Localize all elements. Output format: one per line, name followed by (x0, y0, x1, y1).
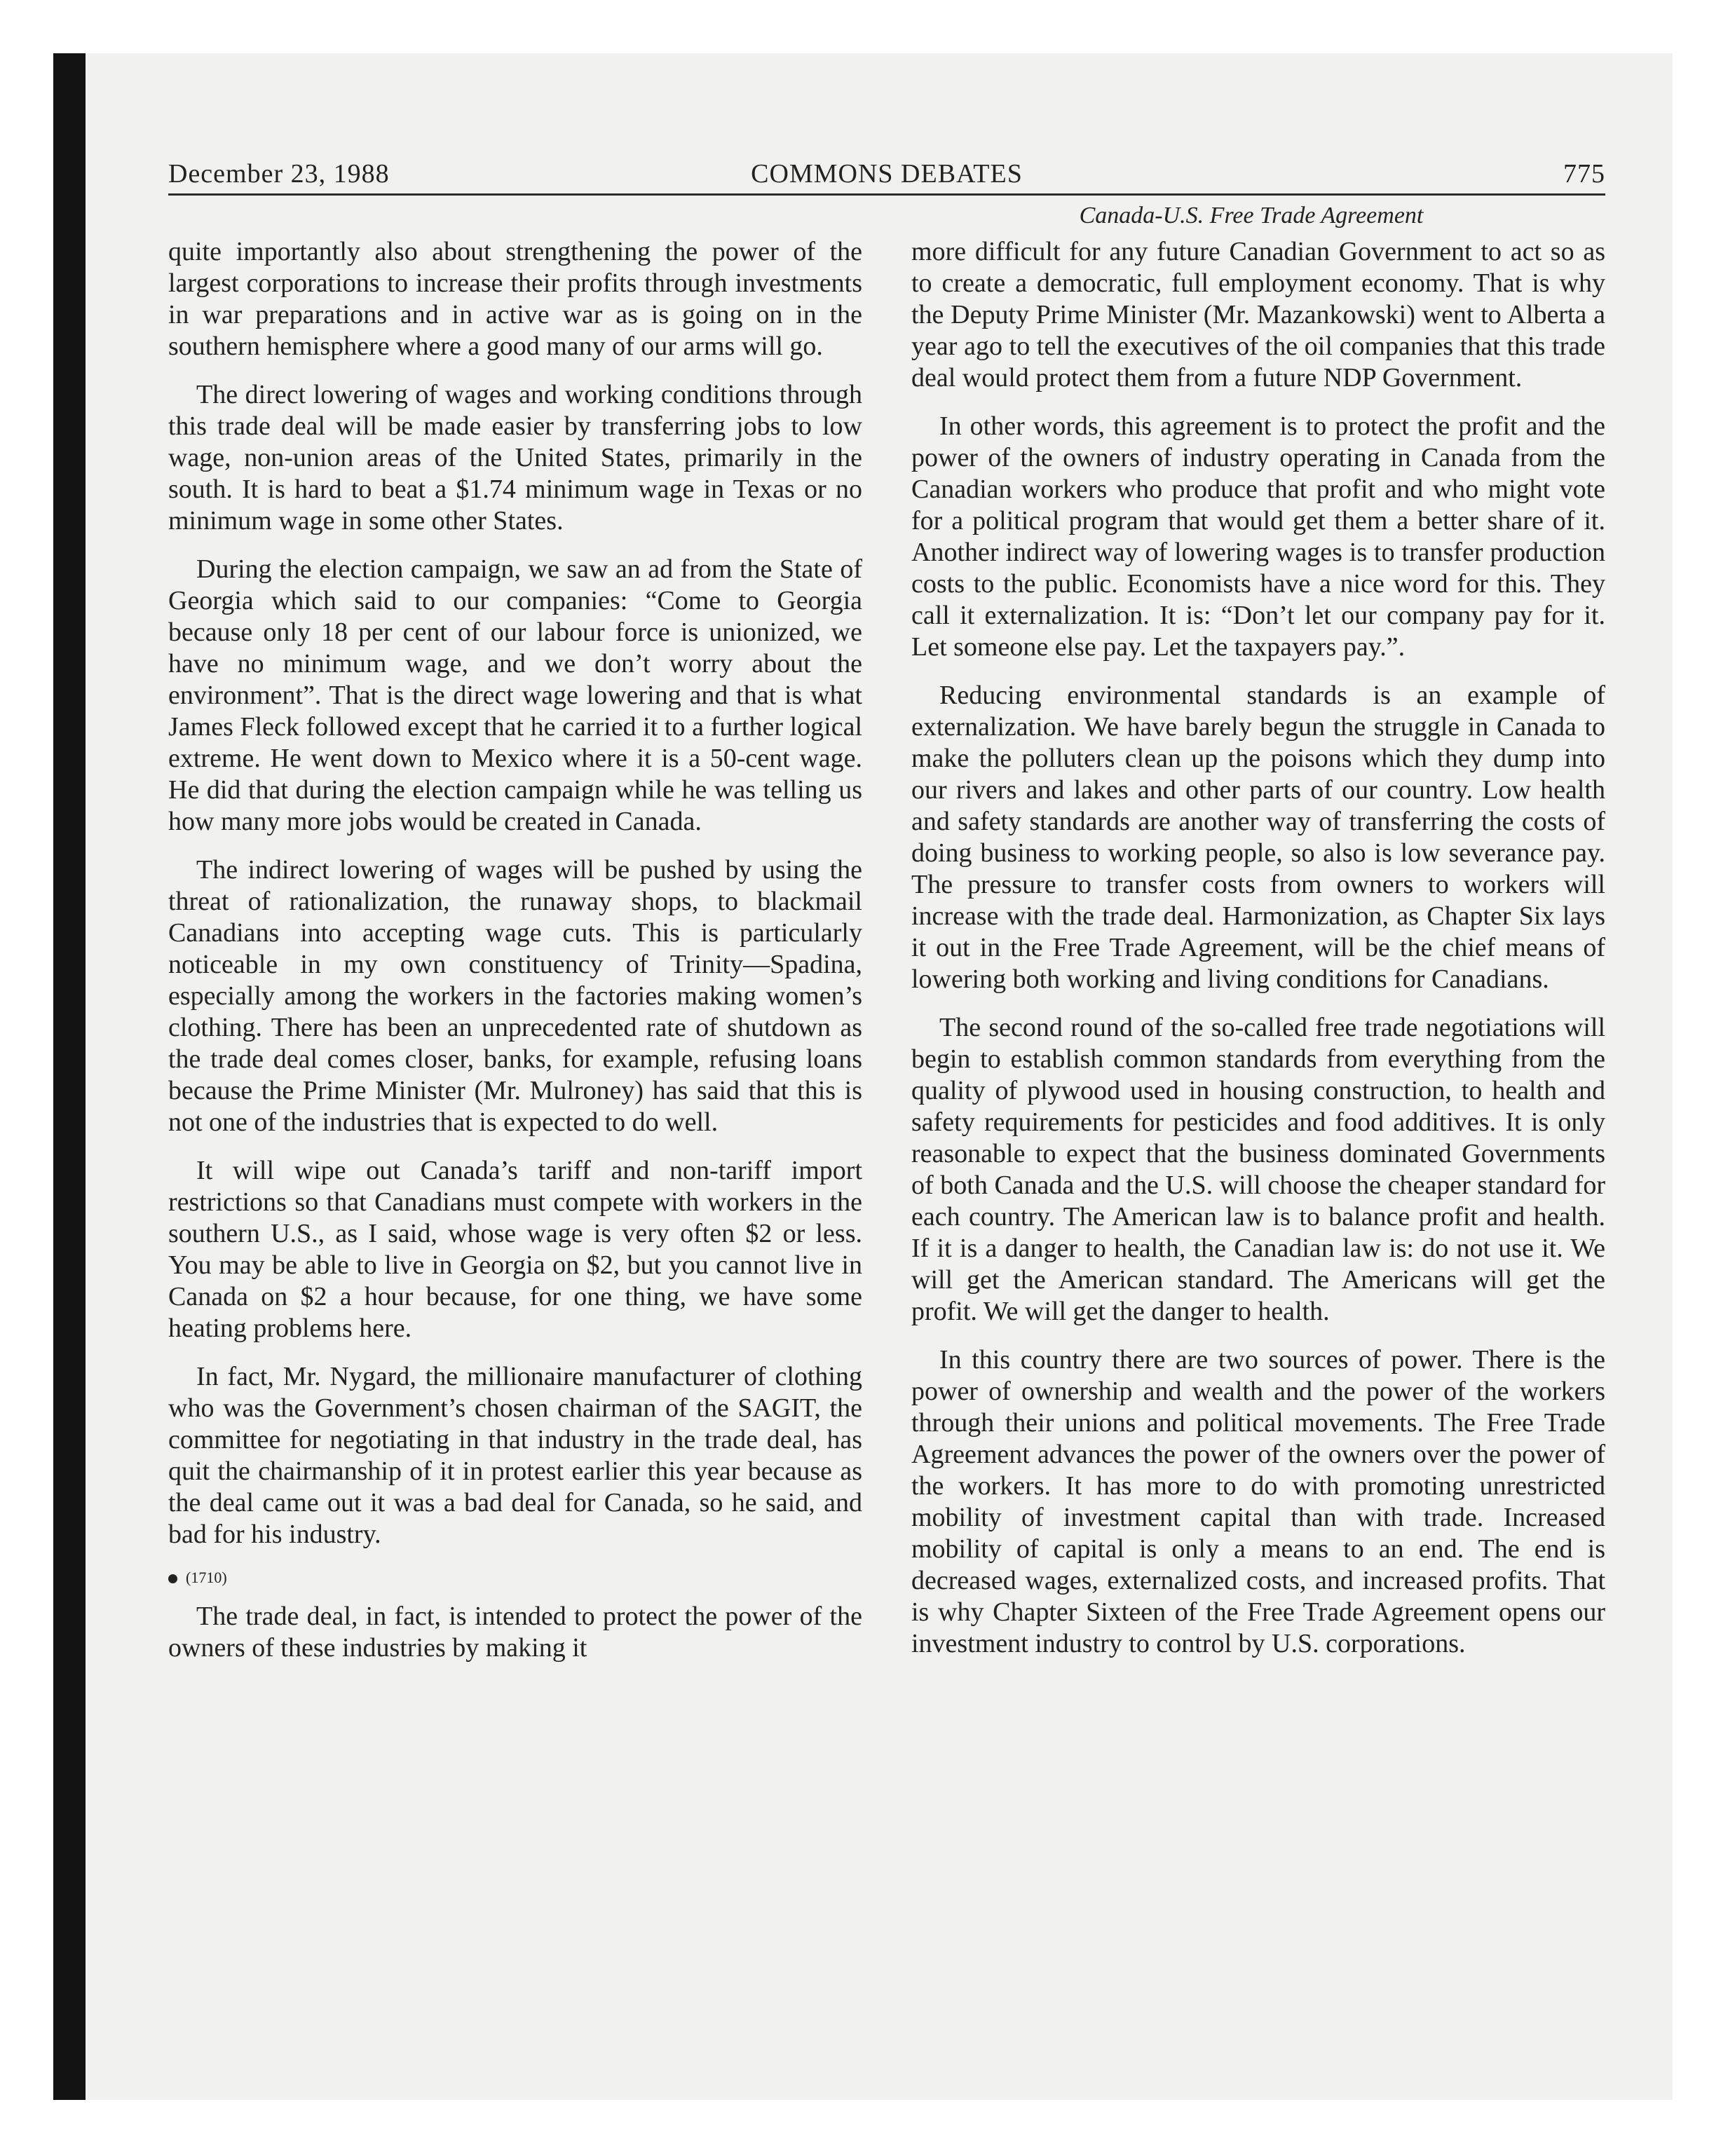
document-page (168, 158, 1605, 1681)
paragraph: The second round of the so-called free trade negotiations will begin to establish common standards from everything from the quality of plywood used in housing construction, to health and safety requirements for pesticides and food additives. It is only reasonable to expect that the business dominated Governments of both Canada and the U.S. will choose the cheaper standard for each country. The American law is to balance profit and health. If it is a danger to health, the Canadian law is: do not use it. We will get the American standard. The Americans will get the profit. We will get the danger to health. (911, 1013, 1605, 1326)
paragraph: more difficult for any future Canadian Government to act so as to create a democratic, full employment economy. That is why the Deputy Prime Minister (Mr. Mazankowski) went to Alberta a year ago to tell the executives of the oil companies that this trade deal would protect them from a future NDP Government. (911, 237, 1605, 393)
paragraph: During the election campaign, we saw an ad from the State of Georgia which said to our companies: “Come to Georgia because only 18 per cent of our labour force is unionized, we have no minimum wage, and we don’t worry about the environment”. That is the direct wage lowering and that is what James Fleck followed except that he carried it to a further logical extreme. He went down to Mexico where it is a 50-cent wage. He did that during the election campaign while he was telling us how many more jobs would be created in Canada. (168, 554, 862, 836)
time-marker (168, 1567, 862, 1588)
paragraph: Reducing environmental standards is an example of externalization. We have barely begun the struggle in Canada to make the polluters clean up the poisons which they dump into our rivers and lakes and other parts of our country. Low health and safety standards are another way of transferring the costs of doing business to working people, so also is low severance pay. The pressure to transfer costs from owners to workers will increase with the trade deal. Harmonization, as Chapter Six lays it out in the Free Trade Agreement, will be the chief means of lowering both working and living conditions for Canadians. (911, 681, 1605, 994)
paragraph: quite importantly also about strengthening the power of the largest corporations to increase their profits through investments in war preparations and in active war as is going on in the southern hemisphere where a good many of our arms will go. (168, 237, 862, 361)
two-column-body (168, 236, 1605, 1681)
left-column (168, 236, 862, 1681)
header-page-number: 775 (1563, 159, 1605, 189)
paragraph: In this country there are two sources of power. There is the power of ownership and wealth and the power of the workers through their unions and political movements. The Free Trade Agreement advances the power of the owners over the power of the workers. It has more to do with promoting unrestricted mobility of investment capital than with trade. Increased mobility of capital is only a means to an end. The end is decreased wages, externalized costs, and increased profits. That is why Chapter Sixteen of the Free Trade Agreement opens our investment industry to control by U.S. corporations. (911, 1345, 1605, 1658)
running-header (168, 158, 1605, 196)
paragraph: In fact, Mr. Nygard, the millionaire manufacturer of clothing who was the Government’s chosen chairman of the SAGIT, the committee for negotiating in that industry in the trade deal, has quit the chairmanship of it in protest earlier this year because as the deal came out it was a bad deal for Canada, so he said, and bad for his industry. (168, 1362, 862, 1549)
paragraph: The indirect lowering of wages will be pushed by using the threat of rationalization, the runaway shops, to blackmail Canadians into accepting wage cuts. This is particularly noticeable in my own constituency of Trinity—Spadina, especially among the workers in the factories making women’s clothing. There has been an unprecedented rate of shutdown as the trade deal comes closer, banks, for example, refusing loans because the Prime Minister (Mr. Mulroney) has said that this is not one of the industries that is expected to do well. (168, 855, 862, 1137)
header-journal-title: COMMONS DEBATES (751, 159, 1023, 189)
binding-edge (53, 53, 86, 2100)
time-marker-label: (1710) (186, 1569, 227, 1586)
paragraph: It will wipe out Canada’s tariff and non-tariff import restrictions so that Canadians must compete with workers in the southern U.S., as I said, whose wage is very often $2 or less. You may be able to live in Georgia on $2, but you cannot live in Canada on $2 a hour because, for one thing, we have some heating problems here. (168, 1156, 862, 1343)
header-date: December 23, 1988 (168, 159, 390, 189)
paragraph: The direct lowering of wages and working conditions through this trade deal will be made easier by transferring jobs to low wage, non-union areas of the United States, primarily in the south. It is hard to beat a $1.74 minimum wage in Texas or no minimum wage in some other States. (168, 380, 862, 535)
bullet-icon (168, 1574, 177, 1583)
paragraph: In other words, this agreement is to protect the profit and the power of the owners of industry operating in Canada from the Canadian workers who produce that profit and who might vote for a political program that would get them a better share of it. Another indirect way of lowering wages is to transfer production costs to the public. Economists have a nice word for this. They call it externalization. It is: “Don’t let our company pay for it. Let someone else pay. Let the taxpayers pay.”. (911, 411, 1605, 662)
paragraph: The trade deal, in fact, is intended to protect the power of the owners of these industries by making it (168, 1602, 862, 1663)
right-column (911, 236, 1605, 1681)
section-subheading: Canada-U.S. Free Trade Agreement (1079, 203, 1424, 228)
